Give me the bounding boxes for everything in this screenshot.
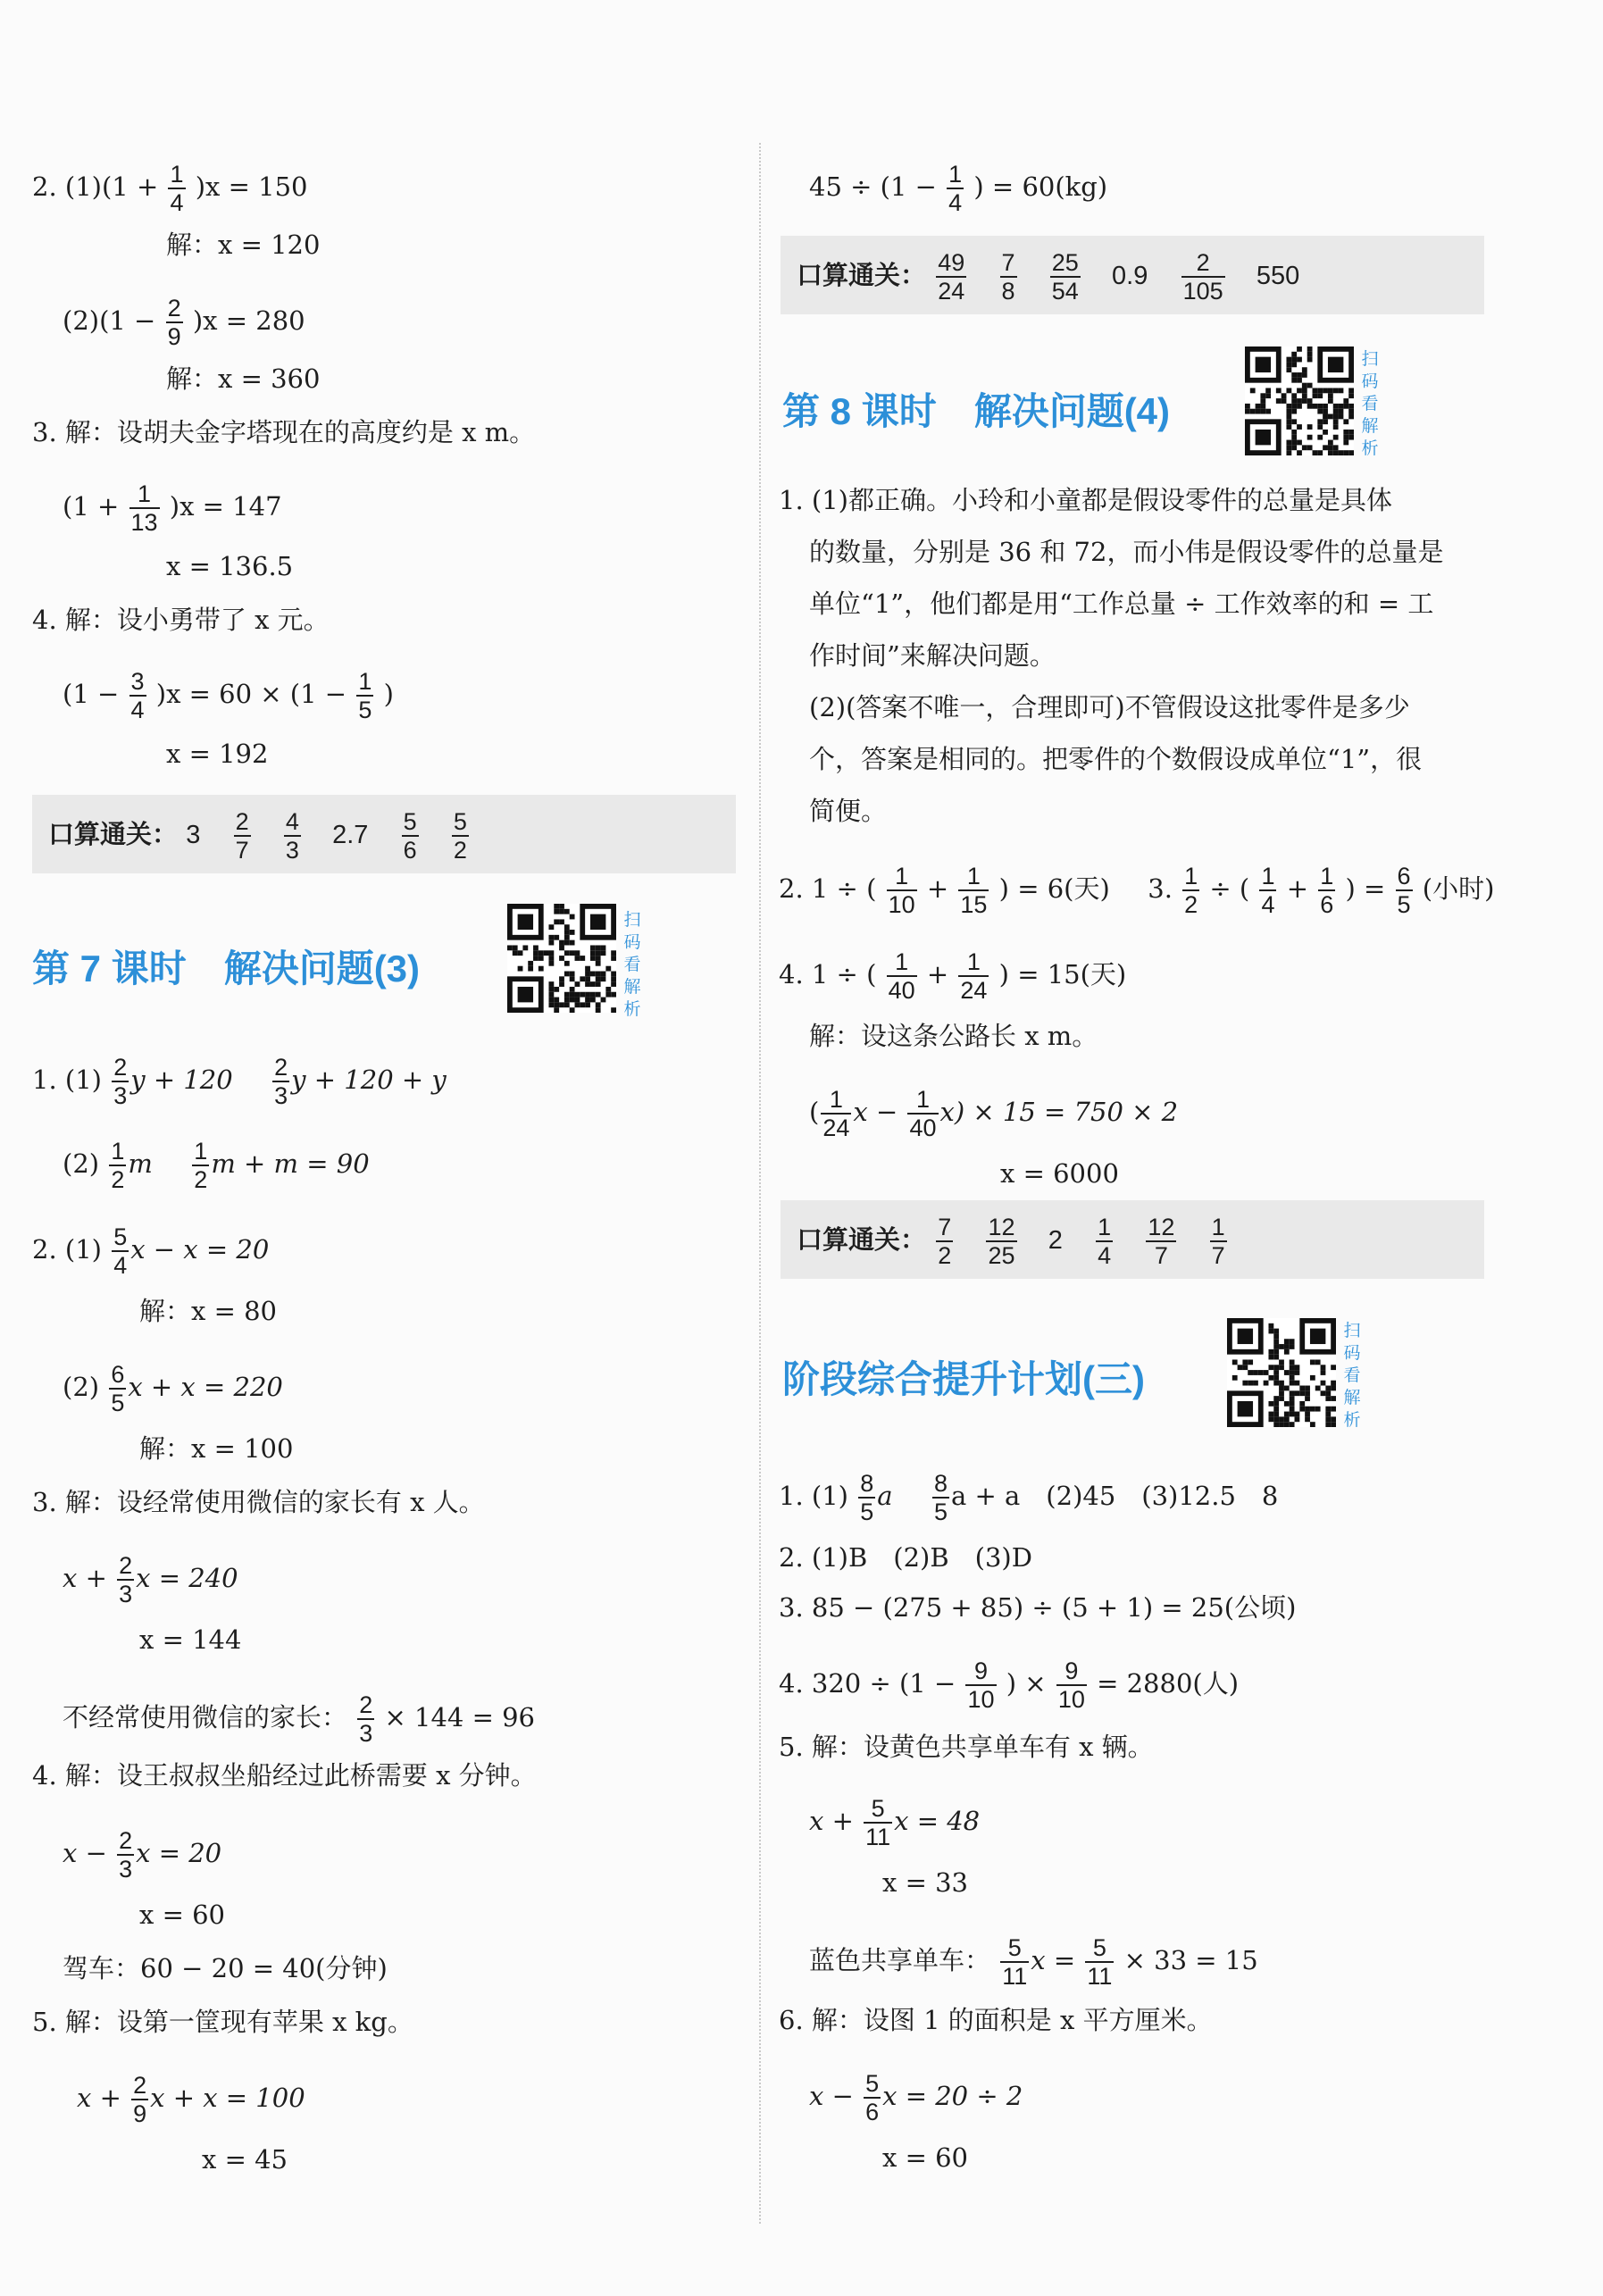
oral-calc-band-3 — [781, 1200, 1484, 1279]
answer-r1-line: 1. (1)都正确。小玲和小童都是假设零件的总量是具体 — [779, 485, 1392, 515]
solution-line: 解：x = 360 — [166, 363, 321, 394]
equation — [809, 2070, 1023, 2125]
denominator: 105 — [1182, 278, 1223, 305]
answer-text: a — [877, 1481, 893, 1511]
scan-hint — [1341, 1320, 1363, 1432]
equation-text: ) = — [1345, 873, 1386, 904]
numerator: 1 — [958, 948, 989, 977]
numerator: 2 — [113, 1054, 128, 1081]
oral-calc-fraction — [936, 249, 966, 305]
equation — [809, 161, 1107, 216]
right-column — [779, 0, 1493, 2296]
fraction — [1085, 1934, 1114, 1990]
denominator: 3 — [119, 1856, 133, 1883]
solution-line: x = 60 — [139, 1899, 225, 1930]
scan-char: 解 — [1361, 416, 1379, 436]
scan-char: 析 — [1361, 438, 1379, 458]
denominator: 4 — [113, 1252, 128, 1279]
oral-calc-items — [926, 249, 1323, 305]
equation-text: x + — [77, 2083, 121, 2113]
column-divider — [759, 143, 761, 2224]
fraction — [166, 295, 183, 350]
denominator: 24 — [822, 1115, 850, 1141]
answer-4-intro: 4. 解：设小勇带了 x 元。 — [32, 605, 330, 635]
fraction — [112, 1054, 129, 1109]
answer-3-intro: 3. 解：设胡夫金字塔现在的高度约是 x m。 — [32, 417, 536, 447]
answer-r4 — [779, 948, 1126, 1004]
denominator: 3 — [119, 1581, 133, 1607]
answer-2-1 — [32, 161, 307, 216]
equation-text: 4. 1 ÷ ( — [779, 959, 877, 989]
answer-r1-line: 简便。 — [809, 796, 888, 826]
answer-l1-2 — [63, 1138, 370, 1193]
fraction — [864, 2070, 881, 2125]
equation-text: x + — [809, 1806, 854, 1836]
lesson-8-heading: 第 8 课时 解决问题(4) — [782, 390, 1171, 432]
numerator: 25 — [1051, 249, 1079, 276]
fraction — [1056, 1657, 1087, 1713]
fraction — [907, 1086, 938, 1141]
oral-calc-fraction — [1096, 1214, 1113, 1269]
lesson-7-heading: 第 7 课时 解决问题(3) — [32, 948, 421, 989]
answer-text: (2) — [63, 1372, 100, 1402]
answer-s5-intro: 5. 解：设黄色共享单车有 x 辆。 — [779, 1732, 1154, 1762]
denominator: 4 — [1261, 891, 1275, 918]
denominator: 5 — [358, 697, 372, 723]
qr-code-icon[interactable] — [1227, 1318, 1336, 1427]
qr-code-icon[interactable] — [507, 904, 616, 1013]
equation-text: x + x = 100 — [150, 2083, 305, 2113]
equation — [63, 668, 394, 723]
equation-text: ) — [383, 679, 394, 709]
equation-text: x + — [63, 1563, 107, 1593]
equation-text: x = 20 — [136, 1838, 222, 1868]
fraction — [864, 1795, 892, 1850]
answer-r1-line: 的数量，分别是 36 和 72，而小伟是假设零件的总量是 — [809, 537, 1444, 567]
denominator: 4 — [1098, 1242, 1112, 1269]
numerator: 2 — [119, 1827, 133, 1854]
answer-text: x + x = 220 — [128, 1372, 283, 1402]
scan-char: 看 — [623, 955, 641, 974]
denominator: 6 — [1320, 891, 1334, 918]
numerator: 6 — [111, 1361, 125, 1388]
numerator: 12 — [1148, 1214, 1175, 1240]
numerator: 8 — [860, 1470, 874, 1497]
equation — [77, 2072, 305, 2127]
denominator: 8 — [1001, 278, 1015, 305]
scan-char: 解 — [1343, 1388, 1361, 1407]
numerator: 1 — [821, 1086, 851, 1115]
scan-char: 析 — [1343, 1410, 1361, 1430]
fraction — [117, 1552, 134, 1607]
qr-code-icon[interactable] — [1245, 346, 1354, 455]
solution-line: x = 144 — [139, 1624, 242, 1655]
numerator: 5 — [113, 1223, 128, 1250]
answer-text: a + a (2)45 (3)12.5 8 — [950, 1481, 1279, 1511]
answer-text: x − x = 20 — [130, 1234, 270, 1265]
solution-line: 解：x = 80 — [139, 1296, 277, 1326]
denominator: 11 — [1002, 1963, 1028, 1990]
equation-text: (小时) — [1422, 873, 1495, 904]
equation-text: )x = 147 — [169, 491, 282, 522]
equation — [63, 1827, 221, 1883]
scan-char: 看 — [1361, 394, 1379, 413]
solution-line: x = 192 — [166, 739, 269, 769]
denominator: 10 — [1057, 1686, 1085, 1713]
denominator: 5 — [111, 1390, 125, 1416]
oral-calc-fraction — [1050, 249, 1081, 305]
numerator: 5 — [403, 808, 417, 835]
denominator: 7 — [235, 837, 249, 864]
oral-calc-band-1 — [32, 795, 736, 873]
fraction — [1396, 863, 1413, 918]
numerator: 1 — [358, 668, 372, 695]
equation — [63, 1552, 238, 1607]
answer-r2 — [779, 863, 1494, 918]
equation-text: x = 20 ÷ 2 — [882, 2081, 1023, 2111]
equation-text: x − — [63, 1838, 107, 1868]
solution-line: x = 45 — [202, 2144, 288, 2175]
solution-line: x = 33 — [882, 1867, 968, 1898]
denominator: 11 — [1087, 1963, 1113, 1990]
fraction — [821, 1086, 851, 1141]
answer-l4-intro: 4. 解：设王叔叔坐船经过此桥需要 x 分钟。 — [32, 1760, 537, 1791]
numerator: 7 — [938, 1214, 952, 1240]
solution-line: 解：x = 120 — [166, 230, 321, 260]
denominator: 2 — [938, 1242, 952, 1269]
denominator: 2 — [453, 837, 467, 864]
denominator: 4 — [170, 189, 184, 216]
equation-text: (1 − — [63, 679, 120, 709]
solution-line: x = 6000 — [1000, 1158, 1119, 1189]
scan-hint — [1359, 348, 1381, 460]
numerator: 5 — [1085, 1934, 1114, 1963]
oral-calc-fraction — [1181, 249, 1225, 305]
fraction — [131, 2072, 148, 2127]
numerator: 1 — [170, 161, 184, 188]
denominator: 3 — [285, 837, 299, 864]
scan-char: 码 — [1361, 372, 1379, 391]
answer-s4 — [779, 1657, 1239, 1713]
oral-calc-fraction — [1210, 1214, 1227, 1269]
answer-text: (2) — [63, 1148, 100, 1179]
oral-calc-fraction — [1000, 249, 1017, 305]
fraction — [129, 668, 146, 723]
answer-text: )x = 280 — [192, 305, 305, 336]
fraction — [887, 948, 917, 1004]
solution-line: x = 136.5 — [166, 551, 294, 581]
fraction — [947, 161, 964, 216]
answer-l5-intro: 5. 解：设第一筐现有苹果 x kg。 — [32, 2007, 413, 2037]
scan-char: 看 — [1343, 1365, 1361, 1385]
numerator: 1 — [1320, 863, 1334, 889]
denominator: 10 — [967, 1686, 995, 1713]
answer-s5-tail — [809, 1934, 1258, 1990]
equation-text: ( — [809, 1097, 820, 1127]
fraction — [109, 1138, 126, 1193]
oral-calc-items — [926, 1214, 1229, 1269]
answer-text: × 144 = 96 — [384, 1702, 535, 1732]
equation-text: ÷ ( — [1209, 873, 1250, 904]
fraction — [117, 1827, 134, 1883]
fraction — [858, 1470, 875, 1525]
denominator: 54 — [1051, 278, 1079, 305]
answer-s6-intro: 6. 解：设图 1 的面积是 x 平方厘米。 — [779, 2005, 1213, 2035]
answer-text: y + 120 — [130, 1065, 233, 1095]
equation-text: ) = 6(天) — [998, 873, 1110, 904]
fraction — [192, 1138, 209, 1193]
answer-s3: 3. 85 − (275 + 85) ÷ (5 + 1) = 25(公顷) — [779, 1592, 1297, 1623]
scan-char: 扫 — [1343, 1321, 1361, 1340]
numerator: 1 — [1211, 1214, 1225, 1240]
scan-char: 扫 — [623, 910, 641, 930]
equation-text: + — [926, 873, 949, 904]
denominator: 13 — [130, 509, 158, 536]
numerator: 1 — [958, 863, 989, 891]
fraction — [1182, 863, 1199, 918]
answer-text: 1. (1) — [32, 1065, 102, 1095]
equation-text: ) = 15(天) — [998, 959, 1127, 989]
denominator: 2 — [194, 1166, 208, 1193]
denominator: 6 — [403, 837, 417, 864]
numerator: 1 — [948, 161, 963, 188]
numerator: 1 — [194, 1138, 208, 1165]
denominator: 6 — [865, 2099, 880, 2125]
equation-text: = 2880(人) — [1097, 1668, 1240, 1699]
equation-text: (1 + — [63, 491, 120, 522]
fraction — [109, 1361, 126, 1416]
oral-calc-fraction — [986, 1214, 1016, 1269]
oral-calc-item: 550 — [1256, 262, 1300, 290]
denominator: 2 — [111, 1166, 125, 1193]
equation — [809, 1086, 1178, 1141]
equation — [809, 1795, 980, 1850]
equation-text: ) × — [1006, 1668, 1047, 1699]
denominator: 5 — [860, 1499, 874, 1525]
oral-calc-fraction — [234, 808, 251, 864]
numerator: 12 — [988, 1214, 1015, 1240]
equation-text: 4. 320 ÷ (1 − — [779, 1668, 956, 1699]
oral-calc-fraction — [452, 808, 469, 864]
equation-text: x = 48 — [894, 1806, 981, 1836]
answer-2-2 — [63, 295, 305, 350]
numerator: 1 — [1184, 863, 1198, 889]
oral-calc-label: 口算通关： — [797, 1226, 927, 1255]
numerator: 9 — [965, 1657, 996, 1686]
equation-text: 45 ÷ (1 − — [809, 171, 937, 202]
numerator: 5 — [1000, 1934, 1029, 1963]
answer-text: m — [128, 1148, 153, 1179]
answer-l2-2 — [63, 1361, 283, 1416]
answer-text: (2)(1 − — [63, 305, 156, 336]
oral-calc-label: 口算通关： — [797, 262, 927, 290]
equation-text: )x = 60 × (1 − — [155, 679, 347, 709]
numerator: 1 — [887, 948, 917, 977]
answer-text: 不经常使用微信的家长： — [63, 1702, 348, 1732]
denominator: 7 — [1154, 1242, 1168, 1269]
answer-r4-intro: 解：设这条公路长 x m。 — [809, 1021, 1098, 1051]
numerator: 1 — [1261, 863, 1275, 889]
answer-text: )x = 150 — [195, 171, 308, 202]
numerator: 2 — [359, 1691, 373, 1718]
equation-text: ) = 60(kg) — [973, 171, 1108, 202]
denominator: 9 — [133, 2100, 147, 2127]
answer-text: m + m = 90 — [211, 1148, 370, 1179]
fraction — [958, 863, 989, 918]
oral-calc-fraction — [284, 808, 301, 864]
equation-text: x − — [809, 2081, 854, 2111]
fraction — [958, 948, 989, 1004]
numerator: 5 — [865, 2070, 880, 2097]
answer-text: × 33 = 15 — [1123, 1945, 1258, 1975]
numerator: 1 — [887, 863, 917, 891]
equation-text: x) × 15 = 750 × 2 — [939, 1097, 1179, 1127]
fraction — [1259, 863, 1276, 918]
answer-s1 — [779, 1470, 1278, 1525]
scan-char: 扫 — [1361, 349, 1379, 369]
answer-l1-1 — [32, 1054, 447, 1109]
oral-calc-label: 口算通关： — [48, 821, 179, 849]
numerator: 49 — [938, 249, 965, 276]
denominator: 5 — [1397, 891, 1411, 918]
numerator: 2 — [119, 1552, 133, 1579]
fraction — [357, 1691, 374, 1747]
denominator: 4 — [948, 189, 963, 216]
answer-l4-tail: 驾车：60 − 20 = 40(分钟) — [63, 1953, 388, 1983]
answer-text: y + 120 + y — [291, 1065, 447, 1095]
oral-calc-item: 2.7 — [332, 821, 369, 849]
numerator: 1 — [1098, 1214, 1112, 1240]
oral-calc-fraction — [1146, 1214, 1176, 1269]
scan-char: 解 — [623, 977, 641, 997]
answer-text: x = — [1031, 1945, 1076, 1975]
denominator: 3 — [113, 1082, 128, 1109]
denominator: 7 — [1211, 1242, 1225, 1269]
oral-calc-fraction — [402, 808, 419, 864]
numerator: 1 — [111, 1138, 125, 1165]
denominator: 5 — [933, 1499, 948, 1525]
fraction — [129, 480, 160, 536]
fraction — [356, 668, 373, 723]
numerator: 2 — [274, 1054, 288, 1081]
scan-char: 码 — [1343, 1343, 1361, 1363]
denominator: 24 — [960, 977, 988, 1004]
denominator: 9 — [167, 323, 181, 350]
fraction — [932, 1470, 949, 1525]
numerator: 1 — [129, 480, 160, 509]
answer-l3-tail — [63, 1691, 535, 1747]
answer-r1-line: 作时间”来解决问题。 — [809, 640, 1056, 671]
numerator: 2 — [167, 295, 181, 321]
scan-hint — [622, 909, 643, 1021]
numerator: 9 — [1056, 1657, 1087, 1686]
fraction — [112, 1223, 129, 1279]
solution-line: 解：x = 100 — [139, 1433, 294, 1464]
equation-text: + — [1286, 873, 1309, 904]
left-column — [27, 0, 732, 2296]
fraction — [887, 863, 917, 918]
oral-calc-item: 0.9 — [1112, 262, 1148, 290]
denominator: 11 — [865, 1824, 891, 1850]
denominator: 2 — [1184, 891, 1198, 918]
denominator: 40 — [909, 1115, 937, 1141]
denominator: 3 — [274, 1082, 288, 1109]
oral-calc-items — [178, 808, 471, 864]
answer-r1-line: 个，答案是相同的。把零件的个数假设成单位“1”，很 — [809, 744, 1423, 774]
oral-calc-item: 2 — [1048, 1226, 1063, 1255]
denominator: 40 — [888, 977, 915, 1004]
oral-calc-fraction — [936, 1214, 953, 1269]
denominator: 4 — [130, 697, 145, 723]
answer-text: 蓝色共享单车： — [809, 1945, 991, 1975]
denominator: 3 — [359, 1720, 373, 1747]
denominator: 10 — [888, 891, 915, 918]
oral-calc-item: 3 — [186, 821, 201, 849]
denominator: 24 — [938, 278, 965, 305]
numerator: 2 — [1181, 249, 1225, 278]
equation-text: + — [926, 959, 949, 989]
equation-text: x − — [853, 1097, 898, 1127]
answer-l3-intro: 3. 解：设经常使用微信的家长有 x 人。 — [32, 1487, 485, 1517]
fraction — [1318, 863, 1335, 918]
stage-review-heading: 阶段综合提升计划(三) — [782, 1358, 1145, 1400]
numerator: 8 — [933, 1470, 948, 1497]
fraction — [272, 1054, 289, 1109]
denominator: 25 — [988, 1242, 1015, 1269]
denominator: 15 — [960, 891, 988, 918]
numerator: 5 — [453, 808, 467, 835]
numerator: 5 — [864, 1795, 892, 1824]
numerator: 1 — [907, 1086, 938, 1115]
fraction — [168, 161, 185, 216]
equation — [63, 480, 282, 536]
answer-text: 2. (1) — [32, 1234, 102, 1265]
numerator: 4 — [285, 808, 299, 835]
answer-s2: 2. (1)B (2)B (3)D — [779, 1542, 1032, 1573]
answer-text: 1. (1) — [779, 1481, 848, 1511]
answer-l2-1 — [32, 1223, 269, 1279]
equation-text: 3. — [1148, 873, 1173, 904]
solution-line: x = 60 — [882, 2142, 968, 2173]
scan-char: 析 — [623, 999, 641, 1019]
fraction — [965, 1657, 996, 1713]
fraction — [1000, 1934, 1029, 1990]
oral-calc-band-2 — [781, 236, 1484, 314]
answer-r1-line: (2)(答案不唯一，合理即可)不管假设这批零件是多少 — [809, 692, 1410, 722]
answer-text: 2. (1)(1 + — [32, 171, 159, 202]
numerator: 2 — [235, 808, 249, 835]
equation-text: x = 240 — [136, 1563, 238, 1593]
numerator: 7 — [1001, 249, 1015, 276]
scan-char: 码 — [623, 932, 641, 952]
numerator: 3 — [130, 668, 145, 695]
numerator: 2 — [133, 2072, 147, 2099]
equation-text: 2. 1 ÷ ( — [779, 873, 877, 904]
answer-r1-line: 单位“1”，他们都是用“工作总量 ÷ 工作效率的和 = 工 — [809, 589, 1434, 619]
numerator: 6 — [1397, 863, 1411, 889]
